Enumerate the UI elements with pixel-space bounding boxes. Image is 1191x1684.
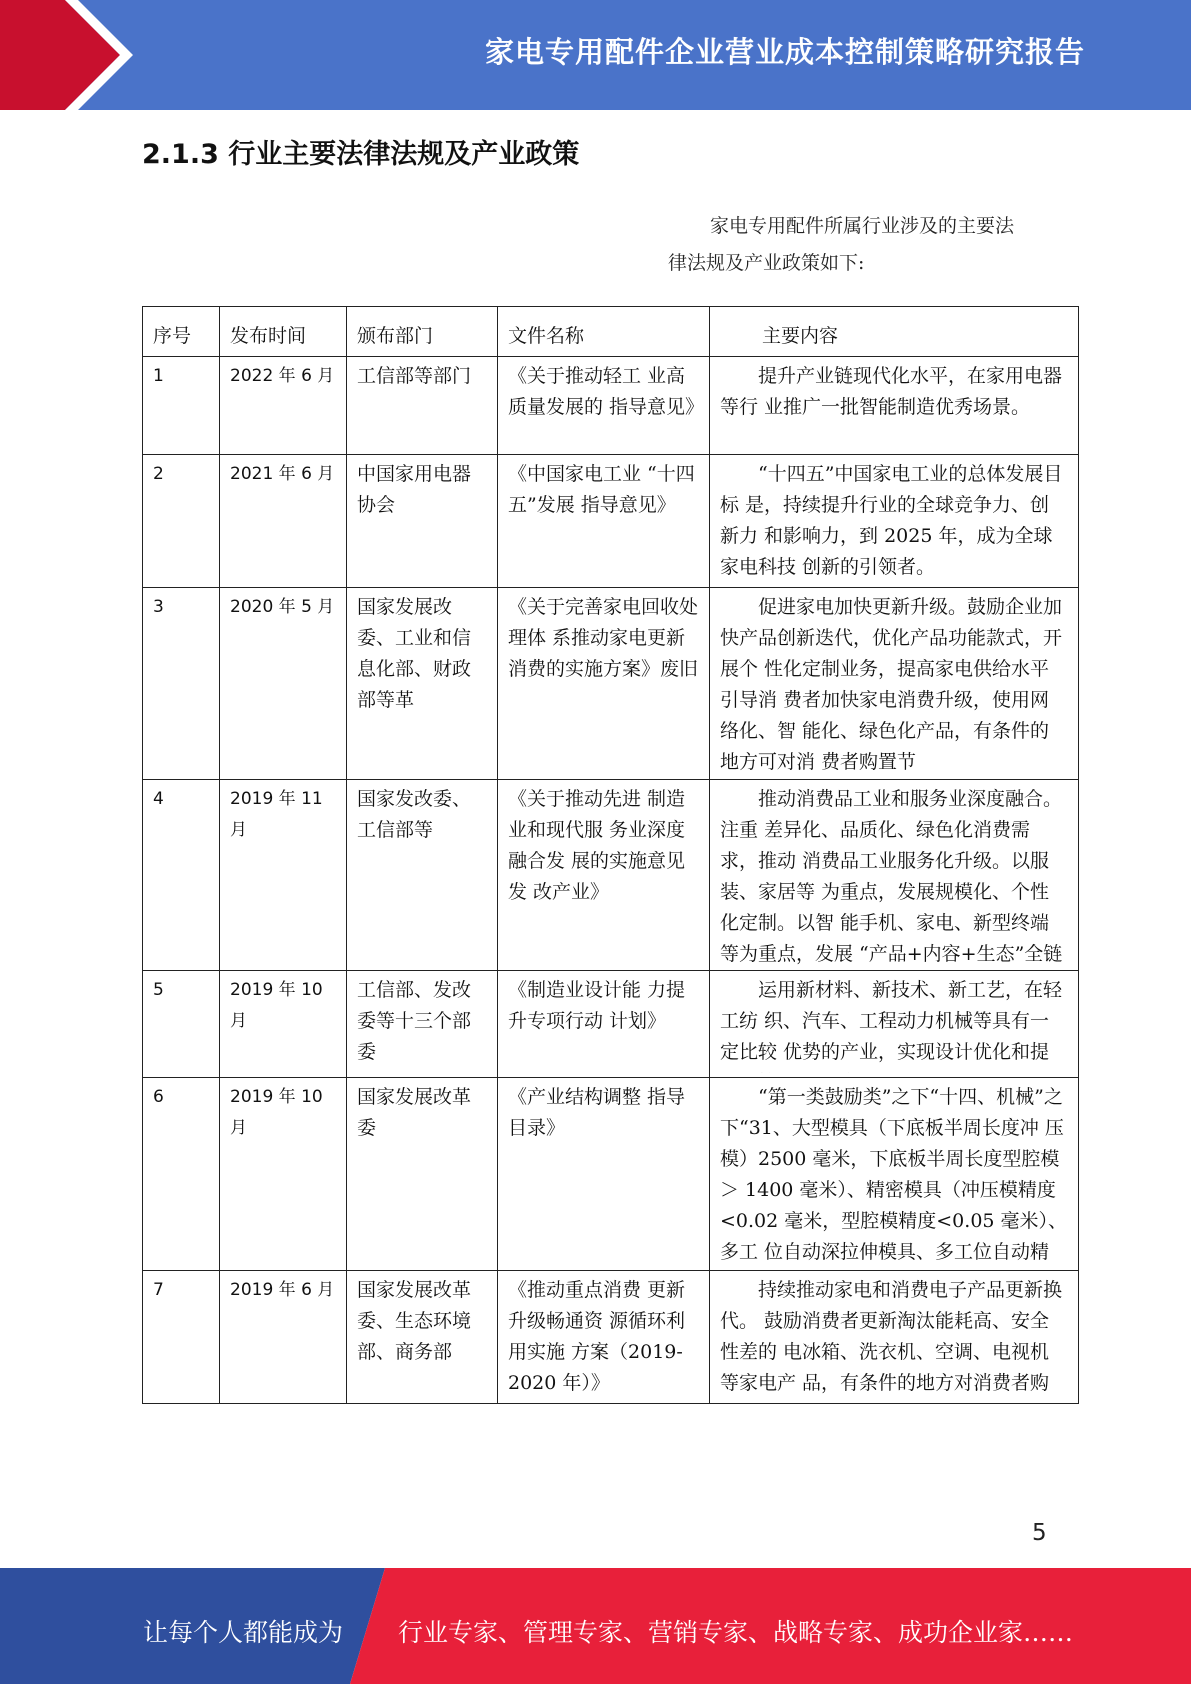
cell-doc: 《制造业设计能 力提升专项行动 计划》 [498, 971, 710, 1078]
cell-content-wrap [710, 1271, 1079, 1404]
table-row [143, 1271, 1079, 1404]
cell-doc: 《关于推动先进 制造业和现代服 务业深度融合发 展的实施意见发 改产业》 [498, 780, 710, 971]
cell-doc: 《关于推动轻工 业高质量发展的 指导意见》 [498, 357, 710, 455]
cell-content: 提升产业链现代化水平，在家用电器等行 业推广一批智能制造优秀场景。 [710, 357, 1079, 455]
col-header-no: 序号 [143, 307, 220, 357]
regulations-table [142, 306, 1079, 1404]
cell-content: 推动消费品工业和服务业深度融合。注重 差异化、品质化、绿色化消费需求，推动 消费品工业服务化升级。以服装、家居等 为重点，发展规模化、个性化定制。以智 能手机、家电、新型终端等为重点，发展 “产品+内容+生态”全链 [720, 788, 1063, 965]
cell-date: 2019 年 10 月 [220, 971, 347, 1078]
cell-doc: 《产业结构调整 指导目录》 [498, 1078, 710, 1271]
cell-dept: 国家发展改革委 [347, 1078, 498, 1271]
cell-dept: 国家发改委、工信部等 [347, 780, 498, 971]
cell-dept: 国家发展改革委、生态环境部、商务部 [347, 1271, 498, 1404]
footer-left-text: 让每个人都能成为 [143, 1618, 344, 1647]
cell-content-wrap [710, 971, 1079, 1078]
col-header-date: 发布时间 [220, 307, 347, 357]
table-row [143, 357, 1079, 455]
cell-no: 3 [143, 588, 220, 780]
cell-dept: 中国家用电器协会 [347, 455, 498, 588]
cell-no: 4 [143, 780, 220, 971]
col-header-doc: 文件名称 [498, 307, 710, 357]
cell-date: 2019 年 11 月 [220, 780, 347, 971]
header-title-wrap [200, 0, 1191, 100]
cell-date: 2022 年 6 月 [220, 357, 347, 455]
table-header-row [143, 307, 1079, 357]
table-row [143, 971, 1079, 1078]
table-row [143, 1078, 1079, 1271]
table-row [143, 455, 1079, 588]
cell-no: 1 [143, 357, 220, 455]
cell-content: 运用新材料、新技术、新工艺，在轻工纺 织、汽车、工程动力机械等具有一定比较 优势的产业，实现设计优化和提 [720, 979, 1063, 1063]
intro-line-1: 家电专用配件所属行业涉及的主要法 [710, 215, 1015, 237]
footer-right-text: 行业专家、管理专家、营销专家、战略专家、成功企业家…… [398, 1618, 1074, 1647]
header-title: 家电专用配件企业营业成本控制策略研究报告 [485, 35, 1086, 69]
cell-date: 2020 年 5 月 [220, 588, 347, 780]
cell-date: 2019 年 10 月 [220, 1078, 347, 1271]
cell-content: 持续推动家电和消费电子产品更新换代。 鼓励消费者更新淘汰能耗高、安全性差的 电冰箱、洗衣机、空调、电视机等家电产 品，有条件的地方对消费者购 [720, 1279, 1063, 1394]
cell-dept: 国家发展改委、工业和信息化部、财政部等革 [347, 588, 498, 780]
cell-dept: 工信部、发改委等十三个部委 [347, 971, 498, 1078]
cell-no: 5 [143, 971, 220, 1078]
table-row [143, 780, 1079, 971]
page-number: 5 [1032, 1520, 1047, 1546]
cell-content: 促进家电加快更新升级。鼓励企业加快产品创新迭代，优化产品功能款式，开展个 性化定制业务，提高家电供给水平引导消 费者加快家电消费升级，使用网络化、智 能化、绿色化产品，有条件的地方可对消 费者购置节 [720, 596, 1063, 773]
cell-dept: 工信部等部门 [347, 357, 498, 455]
cell-doc: 《中国家电工业 “十四五”发展 指导意见》 [498, 455, 710, 588]
col-header-content: 主要内容 [710, 307, 1079, 357]
cell-no: 6 [143, 1078, 220, 1271]
cell-content-wrap [710, 780, 1079, 971]
cell-no: 2 [143, 455, 220, 588]
section-title: 2.1.3 行业主要法律法规及产业政策 [142, 139, 580, 170]
header-arrow-decoration [0, 0, 150, 110]
cell-content: “第一类鼓励类”之下“十四、机械”之下“31、大型模具（下底板半周长度冲 压模）2500 毫米，下底板半周长度型腔模 ＞ 1400 毫米）、精密模具（冲压模精度 <0.02 毫米，型腔模精度<0.05 毫米）、多工 位自动深拉伸模具、多工位自动精 [720, 1086, 1068, 1263]
col-header-dept: 颁布部门 [347, 307, 498, 357]
cell-content-wrap [710, 1078, 1079, 1271]
cell-content-wrap [710, 588, 1079, 780]
cell-doc: 《关于完善家电回收处理体 系推动家电更新 消费的实施方案》废旧 [498, 588, 710, 780]
cell-doc-wrap [498, 1271, 710, 1404]
cell-no: 7 [143, 1271, 220, 1404]
table-row [143, 588, 1079, 780]
page-header [0, 0, 1191, 110]
cell-content: “十四五”中国家电工业的总体发展目标 是，持续提升行业的全球竞争力、创新力 和影响力，到 2025 年，成为全球家电科技 创新的引领者。 [710, 455, 1079, 588]
cell-date: 2019 年 6 月 [220, 1271, 347, 1404]
intro-line-2: 律法规及产业政策如下: [668, 252, 865, 274]
cell-date: 2021 年 6 月 [220, 455, 347, 588]
cell-doc: 《推动重点消费 更新升级畅通资 源循环利用实施 方案（2019- 2020 年）》 [508, 1279, 686, 1394]
